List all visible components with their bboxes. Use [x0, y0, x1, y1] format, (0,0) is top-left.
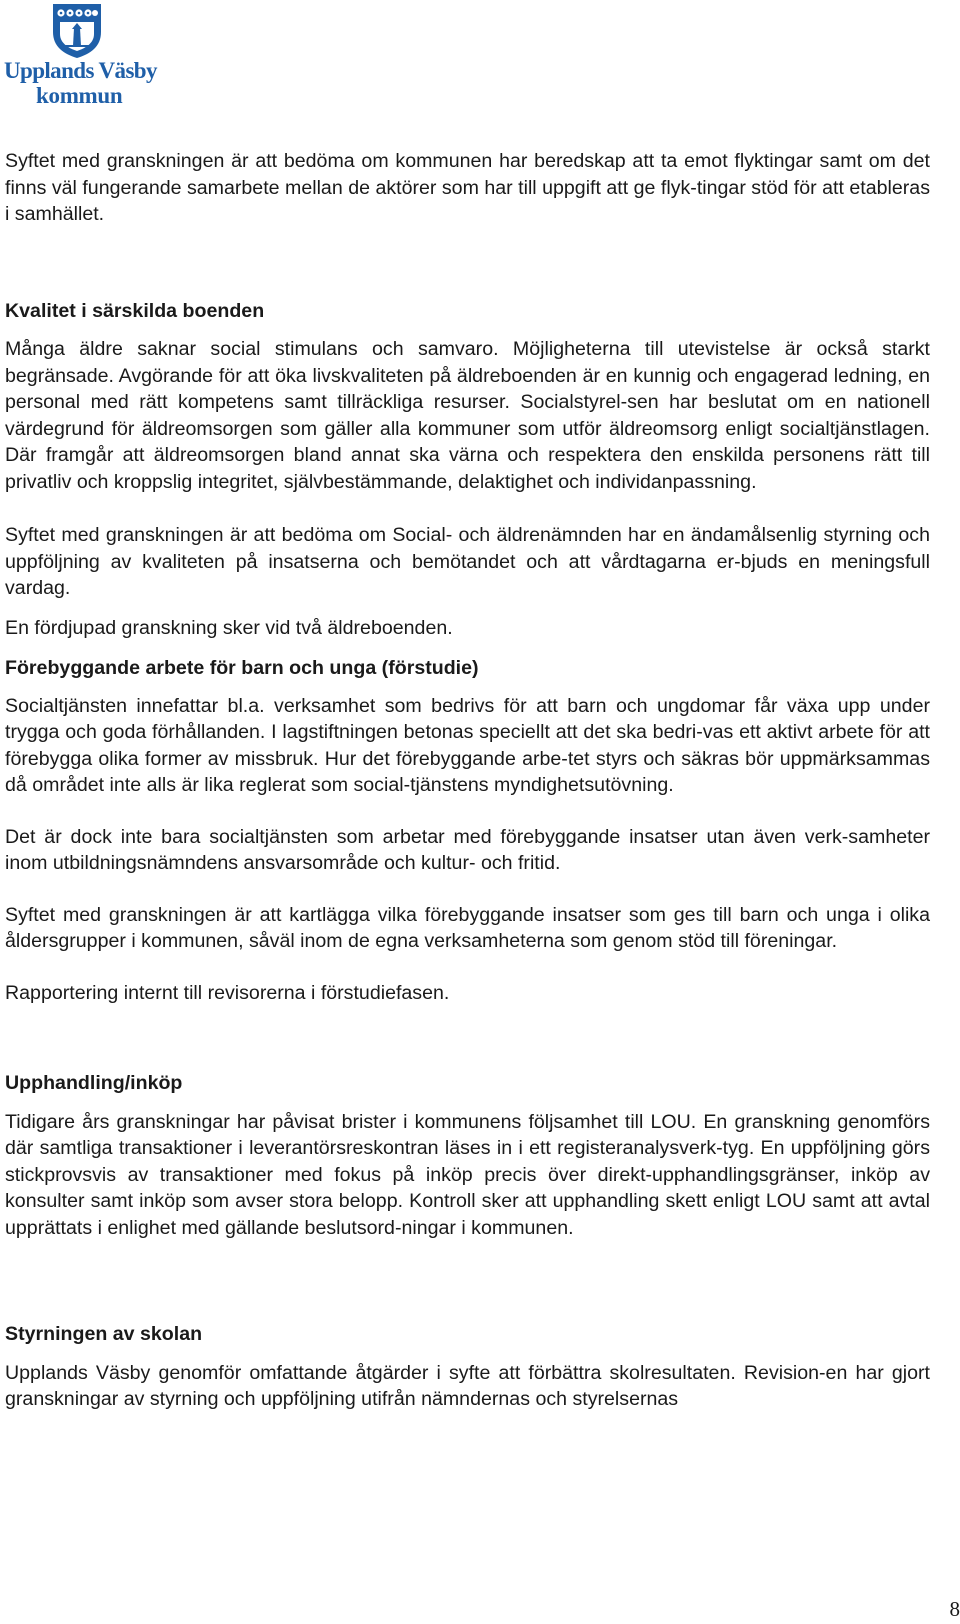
document-body — [5, 148, 930, 1413]
paragraph: Upplands Väsby genomför omfattande åtgärder i syfte att förbättra skolresultaten. Revision-en har gjort granskningar av styrning och uppföljning utifrån nämndernas och styrelsernas — [5, 1361, 930, 1410]
paragraph: Syftet med granskningen är att kartlägga vilka förebyggande insatser som ges till barn och unga i olika åldersgrupper i kommunen, såväl inom de egna verksamheterna som genom stöd till föreningar. — [5, 903, 930, 952]
coat-of-arms-icon — [4, 2, 154, 58]
municipality-logo — [4, 2, 157, 108]
section-heading: Styrningen av skolan — [5, 1323, 203, 1345]
section-heading: Förebyggande arbete för barn och unga (förstudie) — [5, 657, 479, 679]
paragraph: Det är dock inte bara socialtjänsten som arbetar med förebyggande insatser utan även verk-samheter inom utbildningsnämndens ansvarsområde och kultur- och fritid. — [5, 825, 930, 874]
paragraph: Tidigare års granskningar har påvisat brister i kommunens följsamhet till LOU. En granskning genomförs där samtliga transaktioner i leverantörsreskontran läses in i ett registeranalysverk-tyg. En uppföljning görs stickprovsvis av transaktioner med fokus på inköp precis över direkt-upphandlingsgränser, inköp av konsulter samt inköp som avser stora belopp. Kontroll sker att upphandling skett enligt LOU samt att avtal upprättats i enlighet med gällande beslutsord-ningar i kommunen. — [5, 1110, 930, 1239]
section-heading: Upphandling/inköp — [5, 1072, 183, 1094]
paragraph: Rapportering internt till revisorerna i förstudiefasen. — [5, 981, 450, 1004]
paragraph: En fördjupad granskning sker vid två äldreboenden. — [5, 616, 453, 639]
logo-subtitle: kommun — [36, 83, 123, 108]
logo-name: Upplands Väsby — [4, 58, 157, 83]
paragraph: Socialtjänsten innefattar bl.a. verksamhet som bedrivs för att barn och ungdomar får växa upp under trygga och goda förhållanden. I lagstiftningen betonas speciellt att det ska bedri-vas ett aktivt arbete för att förebygga olika former av missbruk. Hur det förebyggande arbe-tet styrs och säkras bör uppmärksammas då området inte alls är lika reglerat som social-tjänstens myndighetsutövning. — [5, 694, 930, 796]
paragraph: Syftet med granskningen är att bedöma om kommunen har beredskap att ta emot flyktingar samt om det finns väl fungerande samarbete mellan de aktörer som har till uppgift att ge flyk-tingar stöd för att etableras i samhället. — [5, 150, 930, 225]
section-heading: Kvalitet i särskilda boenden — [5, 299, 265, 322]
page-number: 8 — [949, 1597, 960, 1621]
paragraph: Syftet med granskningen är att bedöma om Social- och äldrenämnden har en ändamålsenlig styrning och uppföljning av kvaliteten på insatserna och bemötandet och att vårdtagarna er-bjuds en meningsfull vardag. — [5, 524, 930, 599]
paragraph: Många äldre saknar social stimulans och samvaro. Möjligheterna till utevistelse är också starkt begränsade. Avgörande för att öka livskvaliteten på äldreboenden är en kunnig och engagerad ledning, en personal med rätt kompetens samt tillräckliga resurser. Socialstyrel-sen har beslutat om en nationell värdegrund för äldreomsorgen som gäller alla kommuner som utför äldreomsorg enligt socialtjänstlagen. Där framgår att äldreomsorgen bland annat ska värna och respektera den enskilda personens rätt till privatliv och kroppslig integritet, självbestämmande, delaktighet och individanpassning. — [5, 338, 930, 493]
